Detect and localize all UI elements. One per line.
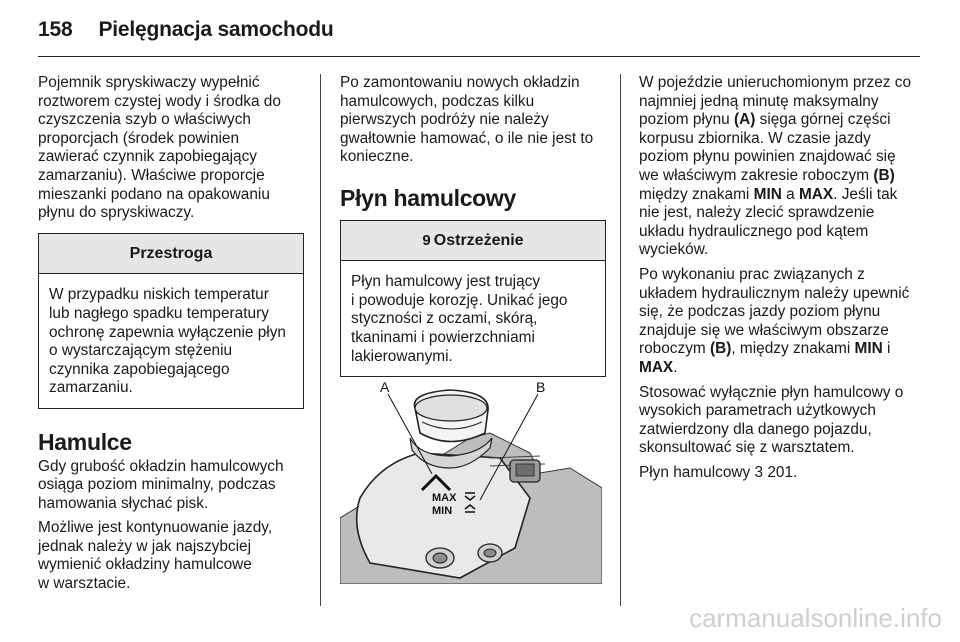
caution-title: Przestroga (39, 234, 303, 275)
caution-box (38, 233, 304, 409)
warning-box (340, 220, 606, 378)
reservoir-illustration-icon (340, 378, 602, 584)
page-number: 158 (38, 18, 73, 41)
after-work-paragraph: Po wykonaniu prac związanych z układem hydraulicznym należy upewnić się, że podczas jazdy poziom płynu znajduje się we właściwym obszarze roboczym (B), między znakami MIN i MAX. (639, 265, 910, 376)
warning-icon: 9 (422, 231, 431, 249)
label-b: B (536, 379, 546, 395)
max-label: MAX (432, 492, 457, 504)
fluid-reference: Płyn hamulcowy 3 201. (639, 463, 798, 481)
header-divider (38, 56, 920, 57)
brake-fluid-reservoir-figure (340, 378, 602, 584)
warning-title: Ostrzeżenie (433, 231, 524, 249)
brakes-paragraph-2: Możliwe jest kontynuowanie jazdy, jednak należy w jak najszybciej wymienić okładziny hamulcowe w warsztacie. (38, 519, 273, 593)
column-divider-2 (620, 74, 621, 606)
caution-text: W przypadku niskich temperatur lub nagłego spadku temperatury ochronę zapewnia wyłączenie płyn o wystarczającym stężeniu czynnika zapobiegającego zamarzaniu. (49, 286, 286, 397)
approved-fluid-paragraph: Stosować wyłącznie płyn hamulcowy o wysokich parametrach użytkowych zatwierdzony dla danego pojazdu, skonsultować się z warsztatem. (639, 383, 904, 457)
warning-text: Płyn hamulcowy jest trujący i powoduje korozję. Unikać jego styczności z oczami, skórą, tkaninami i powierzchniami lakierowanymi. (351, 273, 568, 365)
label-a: A (380, 379, 390, 395)
washer-fluid-paragraph: Pojemnik spryskiwaczy wypełnić roztworem czystej wody i środka do czyszczenia szyb o właściwych proporcjach (środek powinien zawierać czynnik zapobiegający zamarzaniu). Właściwe proporcje mieszanki podano na opakowaniu płynu do spryskiwaczy. (38, 74, 281, 222)
page-header (38, 10, 334, 50)
brakes-heading: Hamulce (38, 428, 132, 455)
new-pads-paragraph: Po zamontowaniu nowych okładzin hamulcowych, podczas kilku pierwszych podróży nie należy gwałtownie hamować, o ile nie jest to konieczne. (340, 74, 594, 166)
page-reference-icon: 3 (754, 463, 764, 481)
column-divider-1 (320, 74, 321, 606)
fluid-level-paragraph: W pojeździe unieruchomionym przez co najmniej jedną minutę maksymalny poziom płynu (A) sięga górnej części korpusu zbiornika. W czasie jazdy poziom płynu powinien znajdować się we właściwym zakresie roboczym (B) między znakami MIN a MAX. Jeśli tak nie jest, należy zlecić sprawdzenie układu hydraulicznego pod kątem wycieków. (639, 74, 912, 259)
watermark: carmanualsonline.info (689, 603, 942, 633)
column-3 (639, 74, 919, 488)
column-2 (340, 74, 606, 377)
page-title: Pielęgnacja samochodu (98, 18, 334, 41)
warning-header (341, 221, 605, 262)
brake-fluid-heading: Płyn hamulcowy (340, 184, 517, 211)
brakes-paragraph-1: Gdy grubość okładzin hamulcowych osiąga poziom minimalny, podczas hamowania słychać pisk. (38, 457, 284, 512)
min-label: MIN (432, 505, 453, 517)
column-1 (38, 74, 304, 600)
